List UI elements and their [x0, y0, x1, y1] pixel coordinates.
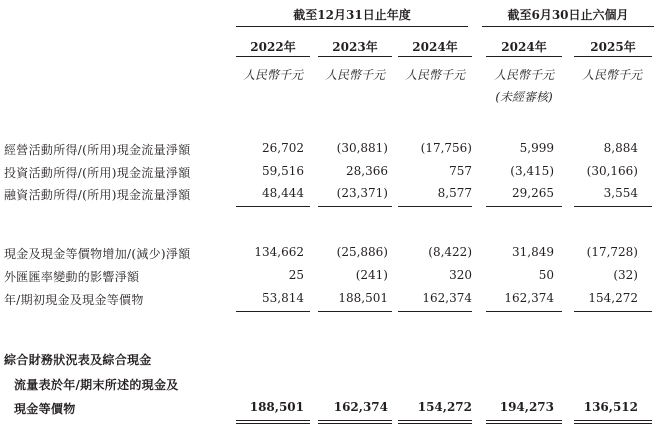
double-rule-bottom-4: [486, 423, 562, 424]
row-label-net-change: 現金及現金等價物增加/(減少)淨額: [4, 247, 191, 261]
row-net-change-value-4: 31,849: [512, 245, 554, 259]
row-opening-cash-value-4: 162,374: [504, 291, 554, 305]
closing-label-line-1: 綜合財務狀況表及綜合現金: [4, 353, 152, 367]
double-rule-bottom-3: [398, 423, 472, 424]
subtotal-rule-4: [486, 206, 562, 207]
row-net-change-value-5: (17,728): [586, 245, 638, 259]
row-fx-effect-value-5: (32): [613, 268, 638, 282]
year-underline-1: [236, 56, 310, 57]
row-operating-value-5: 8,884: [603, 141, 638, 155]
header-unit-4: 人民幣千元: [493, 68, 554, 82]
closing-label-line-3: 現金等價物: [14, 402, 76, 416]
closing-value-3: 154,272: [417, 400, 472, 414]
row-label-opening-cash: 年/期初現金及現金等價物: [4, 293, 144, 307]
row-financing-value-5: 3,554: [603, 186, 638, 200]
row-fx-effect-value-4: 50: [538, 268, 554, 282]
closing-value-4: 194,273: [499, 400, 554, 414]
row-opening-cash-value-1: 53,814: [262, 291, 304, 305]
total-rule-5: [574, 311, 652, 312]
year-underline-4: [486, 56, 562, 57]
year-underline-3: [398, 56, 472, 57]
row-operating-value-2: (30,881): [336, 141, 388, 155]
row-fx-effect-value-1: 25: [288, 268, 304, 282]
closing-value-1: 188,501: [249, 400, 304, 414]
header-group-interim: 截至6月30日止六個月: [507, 8, 629, 22]
row-operating-value-1: 26,702: [262, 141, 304, 155]
subtotal-rule-5: [574, 206, 652, 207]
header-year-2023: 2023年: [332, 40, 378, 54]
year-underline-5: [574, 56, 652, 57]
total-rule-1: [236, 311, 310, 312]
row-investing-value-2: 28,366: [346, 164, 388, 178]
row-financing-value-3: 8,577: [437, 186, 472, 200]
subtotal-rule-1: [236, 206, 310, 207]
double-rule-top-2: [318, 420, 392, 421]
header-year-2022: 2022年: [250, 40, 296, 54]
closing-label-line-2: 流量表於年/期末所述的現金及: [14, 378, 179, 392]
row-investing-value-3: 757: [449, 164, 472, 178]
header-unaudited: (未經審核): [495, 90, 553, 104]
header-group-annual: 截至12月31日止年度: [293, 8, 411, 22]
row-operating-value-4: 5,999: [519, 141, 554, 155]
row-operating-value-3: (17,756): [420, 141, 472, 155]
double-rule-top-5: [574, 420, 652, 421]
row-net-change-value-3: (8,422): [428, 245, 472, 259]
total-rule-4: [486, 311, 562, 312]
header-year-2024: 2024年: [412, 40, 458, 54]
header-group-interim-rule: [482, 26, 654, 27]
row-net-change-value-1: 134,662: [254, 245, 304, 259]
row-financing-value-2: (23,371): [336, 186, 388, 200]
row-label-operating: 經營活動所得/(所用)現金流量淨額: [4, 143, 191, 157]
row-investing-value-1: 59,516: [262, 164, 304, 178]
subtotal-rule-3: [398, 206, 472, 207]
row-financing-value-1: 48,444: [262, 186, 304, 200]
header-year-2025-interim: 2025年: [590, 40, 636, 54]
double-rule-bottom-5: [574, 423, 652, 424]
row-opening-cash-value-2: 188,501: [338, 291, 388, 305]
row-opening-cash-value-5: 154,272: [588, 291, 638, 305]
row-investing-value-4: (3,415): [510, 164, 554, 178]
closing-value-5: 136,512: [583, 400, 638, 414]
row-label-investing: 投資活動所得/(所用)現金流量淨額: [4, 166, 191, 180]
header-unit-1: 人民幣千元: [242, 68, 303, 82]
header-year-2024-interim: 2024年: [501, 40, 547, 54]
header-unit-5: 人民幣千元: [581, 68, 642, 82]
total-rule-2: [318, 311, 392, 312]
row-fx-effect-value-2: (241): [355, 268, 388, 282]
double-rule-top-1: [236, 420, 310, 421]
header-unit-3: 人民幣千元: [404, 68, 465, 82]
double-rule-bottom-2: [318, 423, 392, 424]
row-fx-effect-value-3: 320: [449, 268, 472, 282]
row-label-fx-effect: 外匯匯率變動的影響淨額: [4, 270, 140, 284]
double-rule-top-4: [486, 420, 562, 421]
double-rule-bottom-1: [236, 423, 310, 424]
double-rule-top-3: [398, 420, 472, 421]
total-rule-3: [398, 311, 472, 312]
row-opening-cash-value-3: 162,374: [422, 291, 472, 305]
row-label-financing: 融資活動所得/(所用)現金流量淨額: [4, 188, 191, 202]
subtotal-rule-2: [318, 206, 392, 207]
header-group-annual-rule: [236, 26, 468, 27]
row-investing-value-5: (30,166): [586, 164, 638, 178]
year-underline-2: [318, 56, 392, 57]
closing-value-2: 162,374: [333, 400, 388, 414]
row-net-change-value-2: (25,886): [336, 245, 388, 259]
row-financing-value-4: 29,265: [512, 186, 554, 200]
header-unit-2: 人民幣千元: [324, 68, 385, 82]
